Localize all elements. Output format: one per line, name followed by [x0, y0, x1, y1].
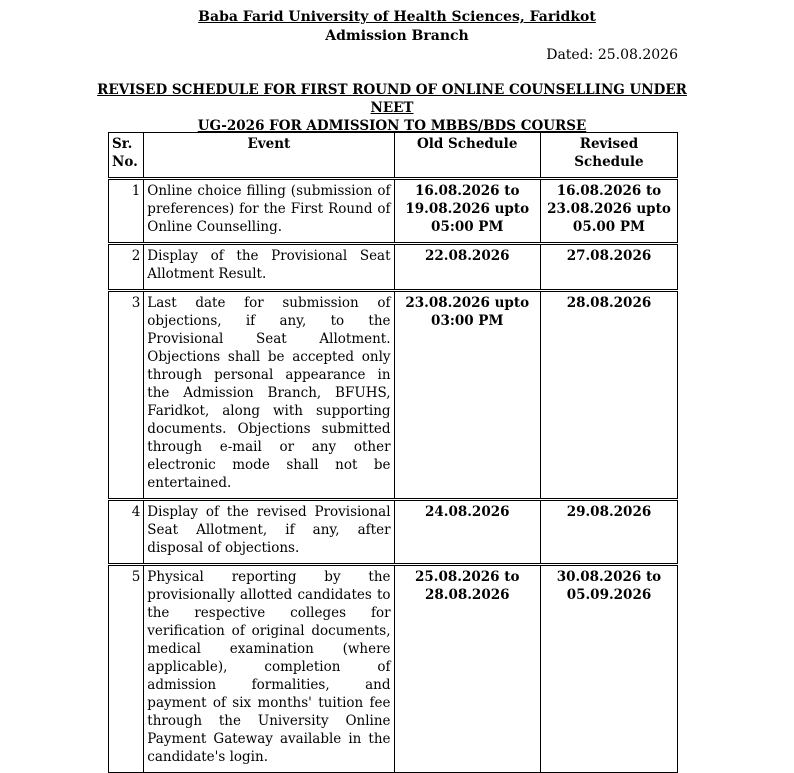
title-line-2: UG-2026 FOR ADMISSION TO MBBS/BDS COURSE — [197, 118, 587, 134]
revised-schedule-cell: 30.08.2026 to 05.09.2026 — [540, 565, 677, 773]
sr-no-cell: 3 — [109, 291, 144, 500]
old-schedule-cell: 25.08.2026 to 28.08.2026 — [394, 565, 540, 773]
header-event: Event — [144, 133, 394, 179]
sr-no-cell: 2 — [109, 244, 144, 291]
revised-schedule-cell: 29.08.2026 — [540, 500, 677, 565]
sr-no-cell: 4 — [109, 500, 144, 565]
title-line-1: REVISED SCHEDULE FOR FIRST ROUND OF ONLINE COUNSELLING UNDER NEET — [97, 82, 687, 116]
revised-schedule-cell: 16.08.2026 to 23.08.2026 upto 05.00 PM — [540, 179, 677, 244]
table-row — [109, 179, 678, 244]
revised-schedule-cell: 27.08.2026 — [540, 244, 677, 291]
revised-schedule-cell: 28.08.2026 — [540, 291, 677, 500]
table-row — [109, 244, 678, 291]
table-row — [109, 291, 678, 500]
schedule-table — [108, 132, 678, 773]
header-revised-schedule: Revised Schedule — [540, 133, 677, 179]
table-row — [109, 565, 678, 773]
header-sr-no: Sr. No. — [109, 133, 144, 179]
table-row — [109, 500, 678, 565]
sr-no-cell: 1 — [109, 179, 144, 244]
table-header-row — [109, 133, 678, 179]
dated-label: Dated: 25.08.2026 — [546, 47, 678, 63]
branch-name: Admission Branch — [325, 28, 469, 44]
old-schedule-cell: 22.08.2026 — [394, 244, 540, 291]
university-name: Baba Farid University of Health Sciences, Faridkot — [198, 9, 596, 25]
old-schedule-cell: 16.08.2026 to 19.08.2026 upto 05:00 PM — [394, 179, 540, 244]
old-schedule-cell: 23.08.2026 upto 03:00 PM — [394, 291, 540, 500]
old-schedule-cell: 24.08.2026 — [394, 500, 540, 565]
event-cell: Online choice filling (submission of preferences) for the First Round of Online Counselling. — [144, 179, 394, 244]
header-old-schedule: Old Schedule — [394, 133, 540, 179]
event-cell: Display of the Provisional Seat Allotment Result. — [144, 244, 394, 291]
event-cell: Last date for submission of objections, if any, to the Provisional Seat Allotment. Objections shall be accepted only through personal appearance in the Admission Branch, BFUHS, Faridkot, along with supporting documents. Objections submitted through e-mail or any other electronic mode shall not be entertained. — [144, 291, 394, 500]
event-cell: Display of the revised Provisional Seat Allotment, if any, after disposal of objections. — [144, 500, 394, 565]
sr-no-cell: 5 — [109, 565, 144, 773]
document-title — [92, 81, 692, 135]
event-cell: Physical reporting by the provisionally allotted candidates to the respective colleges for verification of original documents, medical examination (where applicable), completion of admission formalities, and payment of six months' tuition fee through the University Online Payment Gateway available in the candidate's login. — [144, 565, 394, 773]
